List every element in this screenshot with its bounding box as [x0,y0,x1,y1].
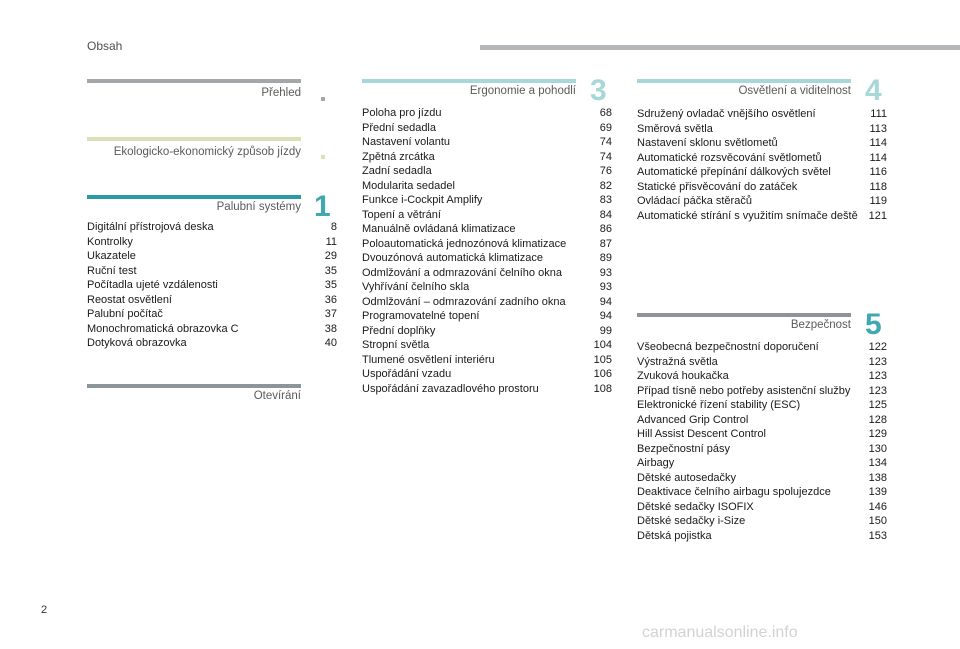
toc-entry-page: 113 [869,122,887,135]
toc-entry-page: 93 [599,266,612,279]
toc-entry-page: 11 [325,235,337,248]
toc-entry[interactable] [87,293,337,308]
toc-entry[interactable] [87,322,337,337]
toc-entry-page: 146 [868,500,887,513]
toc-entry-page: 123 [868,384,887,397]
toc-entry-title: Dětské sedačky ISOFIX [637,500,754,513]
section-osvetleni [637,79,887,249]
toc-entry-title: Topení a větrání [362,208,441,221]
section-oteviraní [87,384,301,584]
toc-entry[interactable] [362,106,612,121]
toc-entry[interactable] [637,107,887,122]
toc-entry[interactable] [362,222,612,237]
toc-entry-page: 150 [868,515,887,527]
toc-entry-title: Případ tísně nebo potřeby asistenční služby [637,384,851,397]
toc-entry[interactable] [362,309,612,324]
toc-entry-title: Statické přisvěcování do zatáček [637,180,798,193]
toc-entry-title: Airbagy [637,457,675,469]
section-title[interactable]: Osvětlení a viditelnost [738,85,851,97]
section-number: 5 [865,308,882,341]
toc-entry[interactable] [637,136,887,151]
toc-entry-page: 134 [868,457,887,469]
toc-entry[interactable] [637,471,887,486]
toc-entry-title: Advanced Grip Control [637,413,749,426]
section-title[interactable]: Přehled [261,87,301,99]
page-header-title: Obsah [87,39,123,53]
section-ergonomie [362,79,612,459]
toc-entry-page: 121 [868,209,887,222]
toc-entry[interactable] [362,121,612,136]
toc-entry-page: 125 [868,399,887,411]
toc-entry[interactable] [362,193,612,208]
toc-entry-page: 99 [599,324,612,337]
section-title[interactable]: Palubní systémy [216,201,301,213]
toc-entry-title: Odmlžování a odmrazování čelního okna [362,266,562,279]
toc-entry[interactable] [637,413,887,428]
toc-entry-title: Nastavení volantu [362,136,451,148]
section-palubni [87,195,337,365]
toc-entry-page: 82 [599,179,612,192]
toc-entry[interactable] [362,251,612,266]
toc-list [637,107,887,223]
toc-entry-title: Odmlžování – odmrazování zadního okna [362,295,566,308]
toc-entry-page: 119 [869,195,887,207]
toc-entry-title: Automatické přepínání dálkových světel [637,166,831,178]
toc-entry[interactable] [637,529,887,544]
toc-entry-page: 36 [324,293,337,306]
toc-entry-page: 40 [324,337,337,349]
toc-entry[interactable] [637,456,887,471]
toc-list [362,106,612,396]
toc-entry-page: 123 [868,370,887,382]
section-bar [87,137,301,141]
section-prehled [87,79,301,103]
toc-entry[interactable] [637,514,887,529]
toc-entry-title: Modularita sedadel [362,179,455,192]
toc-entry-title: Ovládací páčka stěračů [637,195,752,207]
toc-entry-title: Deaktivace čelního airbagu spolujezdce [637,486,831,498]
toc-entry[interactable] [362,135,612,150]
toc-entry[interactable] [87,278,337,293]
section-bar [87,79,301,83]
toc-entry-page: 116 [869,166,887,178]
toc-entry-page: 139 [868,486,887,498]
toc-entry-title: Bezpečnostní pásy [637,442,730,455]
toc-entry-page: 111 [870,108,887,120]
toc-entry-title: Dotyková obrazovka [87,337,187,349]
toc-entry[interactable] [362,382,612,397]
toc-entry-title: Přední sedadla [362,121,436,134]
toc-entry[interactable] [87,336,337,351]
toc-entry-page: 37 [324,308,337,320]
toc-entry-title: Stropní světla [362,339,430,351]
toc-entry[interactable] [87,264,337,279]
toc-entry[interactable] [637,442,887,457]
toc-entry-title: Dětské sedačky i-Size [637,515,746,527]
section-eko [87,137,301,161]
toc-entry-title: Ruční test [87,264,137,277]
toc-entry-title: Automatické rozsvěcování světlometů [637,151,822,164]
toc-entry-title: Zvuková houkačka [637,370,729,382]
toc-entry-title: Palubní počítač [87,308,163,320]
toc-entry-title: Všeobecná bezpečnostní doporučení [637,341,819,353]
toc-entry[interactable] [637,151,887,166]
toc-entry[interactable] [87,235,337,250]
toc-entry-page: 94 [599,310,612,322]
toc-entry-page: 29 [324,250,337,262]
toc-entry-page: 35 [324,264,337,277]
toc-entry[interactable] [637,369,887,384]
toc-entry-title: Přední doplňky [362,324,436,337]
section-title[interactable]: Ergonomie a pohodlí [469,85,576,97]
toc-entry-page: 8 [330,221,337,233]
toc-entry-title: Nastavení sklonu světlometů [637,137,778,149]
toc-entry-title: Monochromatická obrazovka C [87,322,239,335]
toc-entry-page: 128 [868,413,887,426]
toc-entry-page: 38 [324,322,337,335]
toc-entry-page: 87 [599,237,612,250]
toc-entry[interactable] [637,165,887,180]
toc-list [87,220,337,351]
toc-entry[interactable] [637,355,887,370]
toc-entry-title: Kontrolky [87,235,133,248]
toc-entry-title: Ukazatele [87,250,136,262]
toc-entry-title: Poloautomatická jednozónová klimatizace [362,237,567,250]
section-marker-dot [321,97,325,101]
toc-entry-title: Směrová světla [637,122,713,135]
toc-entry-title: Programovatelné topení [362,310,480,322]
toc-entry[interactable] [362,164,612,179]
section-title[interactable]: Otevírání [253,390,301,402]
toc-entry[interactable] [362,266,612,281]
toc-entry-page: 68 [599,107,612,119]
toc-entry-title: Elektronické řízení stability (ESC) [637,399,801,411]
toc-entry[interactable] [87,249,337,264]
section-number: 4 [865,74,882,107]
watermark: carmanualsonline.info [642,624,798,641]
toc-entry[interactable] [637,194,887,209]
toc-entry-title: Poloha pro jízdu [362,107,442,119]
toc-entry[interactable] [362,324,612,339]
section-number: 1 [314,190,331,223]
toc-entry[interactable] [637,398,887,413]
toc-entry[interactable] [637,180,887,195]
toc-list [637,340,887,543]
toc-entry-page: 138 [868,471,887,484]
toc-entry-page: 123 [868,355,887,368]
toc-entry-page: 130 [868,442,887,455]
section-bezpecnost [637,313,887,573]
section-title[interactable]: Bezpečnost [790,319,851,331]
toc-entry-title: Vyhřívání čelního skla [362,281,470,293]
toc-entry-title: Hill Assist Descent Control [637,428,766,440]
toc-entry-page: 94 [599,295,612,308]
toc-entry-page: 104 [593,339,612,351]
toc-entry-page: 153 [868,529,887,542]
toc-entry[interactable] [637,209,887,224]
toc-entry-page: 114 [869,151,887,164]
toc-entry[interactable] [362,208,612,223]
toc-entry-title: Uspořádání zavazadlového prostoru [362,382,539,395]
toc-entry[interactable] [637,122,887,137]
toc-entry[interactable] [362,295,612,310]
section-bar [637,313,851,317]
toc-entry-title: Počítadla ujeté vzdálenosti [87,279,218,291]
toc-entry[interactable] [362,367,612,382]
section-title[interactable]: Ekologicko-ekonomický způsob jízdy [113,146,301,158]
section-bar [87,384,301,388]
section-marker-dot [321,155,325,159]
toc-entry-page: 122 [868,341,887,353]
toc-entry-title: Uspořádání vzadu [362,368,452,380]
toc-entry-title: Sdružený ovladač vnějšího osvětlení [637,108,816,120]
toc-entry-title: Zadní sedadla [362,165,432,177]
page-number: 2 [41,604,48,616]
section-number: 3 [590,74,607,107]
toc-entry-page: 84 [599,208,612,221]
toc-entry-page: 76 [599,165,612,177]
toc-entry-page: 89 [599,252,612,264]
toc-entry[interactable] [362,179,612,194]
header-bar [480,45,960,50]
toc-entry-page: 93 [599,281,612,293]
toc-entry-title: Tlumené osvětlení interiéru [362,353,495,366]
toc-entry-title: Funkce i-Cockpit Amplify [362,194,483,206]
toc-entry-title: Digitální přístrojová deska [87,221,214,233]
toc-entry-title: Zpětná zrcátka [362,150,435,163]
toc-entry[interactable] [362,237,612,252]
toc-entry-page: 83 [599,194,612,206]
toc-entry-page: 108 [593,382,612,395]
toc-entry[interactable] [637,384,887,399]
toc-entry-page: 106 [593,368,612,380]
toc-entry-title: Reostat osvětlení [87,293,172,306]
toc-entry-page: 129 [868,428,887,440]
toc-entry[interactable] [637,485,887,500]
toc-entry-page: 105 [593,353,612,366]
toc-entry-page: 114 [869,137,887,149]
toc-entry[interactable] [87,220,337,235]
toc-entry[interactable] [362,338,612,353]
toc-entry[interactable] [637,500,887,515]
toc-entry-title: Dvouzónová automatická klimatizace [362,252,543,264]
toc-entry-page: 86 [599,223,612,235]
toc-entry-page: 118 [869,180,887,193]
section-bar [362,79,576,83]
toc-entry-page: 74 [599,136,612,148]
toc-entry[interactable] [362,353,612,368]
toc-entry[interactable] [87,307,337,322]
toc-entry-title: Dětská pojistka [637,529,712,542]
toc-entry[interactable] [637,427,887,442]
toc-entry-title: Dětské autosedačky [637,471,737,484]
toc-entry-title: Manuálně ovládaná klimatizace [362,223,516,235]
section-bar [637,79,851,83]
toc-entry[interactable] [362,150,612,165]
toc-entry-page: 69 [599,121,612,134]
section-bar [87,195,301,199]
toc-entry-page: 35 [324,279,337,291]
toc-entry-title: Výstražná světla [637,355,718,368]
toc-entry-title: Automatické stírání s využitím snímače deště [637,209,858,222]
toc-entry-page: 74 [599,150,612,163]
toc-entry[interactable] [637,340,887,355]
toc-entry[interactable] [362,280,612,295]
